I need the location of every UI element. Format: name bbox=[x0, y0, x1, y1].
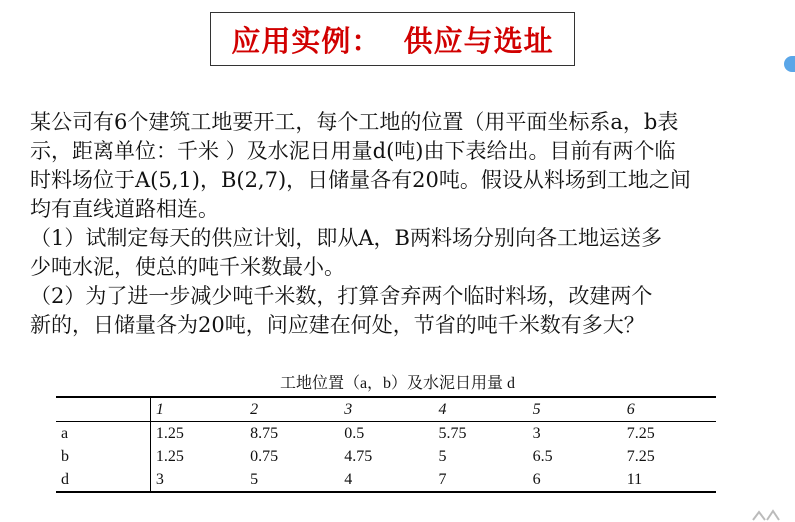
corner-decoration-icon bbox=[751, 508, 791, 522]
table-cell: 11 bbox=[622, 468, 716, 492]
table-header-row bbox=[56, 397, 716, 422]
table-row-d bbox=[56, 468, 716, 492]
table-cell: 5.75 bbox=[438, 424, 467, 442]
header-cell: 2 bbox=[245, 397, 339, 422]
row-label: d bbox=[56, 468, 150, 492]
title-box bbox=[210, 12, 575, 66]
table-caption: 工地位置（a，b）及水泥日用量 d bbox=[279, 375, 516, 392]
table-cell: 5 bbox=[245, 468, 339, 492]
paragraph-line: 新的，日储量各为20吨，问应建在何处，节省的吨千米数有多大？ bbox=[30, 313, 645, 337]
question-2-paragraph bbox=[30, 282, 765, 340]
paragraph-line: 时料场位于A(5,1)，B(2,7)，日储量各有20吨。假设从料场到工地之间 bbox=[30, 168, 691, 192]
table-cell: 4 bbox=[339, 468, 433, 492]
paragraph-line: 均有直线道路相连。 bbox=[30, 197, 219, 221]
row-label: a bbox=[56, 422, 150, 446]
paragraph-line: 示，距离单位：千米 ）及水泥日用量d(吨)由下表给出。目前有两个临 bbox=[30, 139, 676, 163]
table-cell: 3 bbox=[150, 468, 245, 492]
header-cell: 1 bbox=[150, 397, 245, 422]
table-cell: 0.75 bbox=[250, 447, 279, 465]
header-cell: 3 bbox=[339, 397, 433, 422]
paragraph-line: （2）为了进一步减少吨千米数，打算舍弃两个临时料场，改建两个 bbox=[30, 284, 653, 308]
table-cell: 0.5 bbox=[344, 424, 365, 442]
table-cell: 8.75 bbox=[250, 424, 279, 442]
header-cell: 4 bbox=[433, 397, 527, 422]
scroll-indicator-dot[interactable] bbox=[784, 56, 795, 72]
header-cell bbox=[56, 397, 150, 422]
table-cell: 3 bbox=[532, 424, 541, 442]
table-cell: 6 bbox=[528, 468, 622, 492]
table-cell: 7.25 bbox=[626, 424, 655, 442]
paragraph-line: （1）试制定每天的供应计划，即从A，B两料场分别向各工地运送多 bbox=[30, 226, 662, 250]
table-cell: 1.25 bbox=[155, 447, 184, 465]
table-cell: 6.5 bbox=[532, 447, 553, 465]
table-cell: 7 bbox=[433, 468, 527, 492]
site-data-table bbox=[56, 396, 716, 493]
paragraph-line: 少吨水泥，使总的吨千米数最小。 bbox=[30, 255, 345, 279]
row-label: b bbox=[56, 445, 150, 468]
table-row-a bbox=[56, 422, 716, 446]
paragraph-line: 某公司有6个建筑工地要开工，每个工地的位置（用平面坐标系a，b表 bbox=[30, 110, 679, 134]
table-row-b bbox=[56, 445, 716, 468]
slide-title: 应用实例： 供应与选址 bbox=[231, 23, 554, 58]
header-cell: 5 bbox=[528, 397, 622, 422]
problem-paragraph-1 bbox=[30, 108, 765, 224]
table-cell: 4.75 bbox=[344, 447, 373, 465]
table-cell: 5 bbox=[438, 447, 447, 465]
table-cell: 1.25 bbox=[155, 424, 184, 442]
question-1-paragraph bbox=[30, 224, 765, 282]
table-cell: 7.25 bbox=[626, 447, 655, 465]
header-cell: 6 bbox=[622, 397, 716, 422]
